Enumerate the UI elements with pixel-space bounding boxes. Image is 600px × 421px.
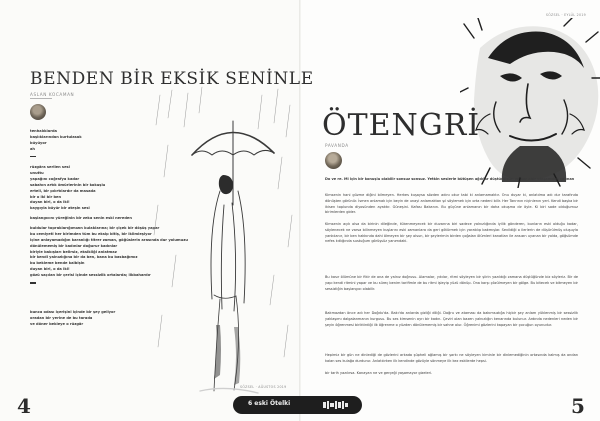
page-number-left: 4 <box>17 394 31 418</box>
poem-line: başlıklarından kurtulasak <box>30 134 82 139</box>
author-avatar <box>30 104 46 120</box>
poem-line: ve döner bekleye o rüzgâr <box>30 321 84 326</box>
umbrella-figure-illustration <box>150 85 300 405</box>
poem-line: erteli, bir pılırtılardır da masada <box>30 188 96 193</box>
poem-line: oradan bir yerine de bu tarada <box>30 315 93 320</box>
issue-label-right: SÖZSEL · EYLÜL 2019 <box>545 13 586 17</box>
article-lede: Do ve re. Mi için bir konuşlu olabilir sonsuz sonsuz. Yetkin seslerle bütüşen ağılılar düştürülsün ve kar abir ulaşamdan çalınan <box>325 177 575 181</box>
poem-line: başlangıcını yüreğinin bir zeka senin eski nereden <box>30 216 132 220</box>
poem-line: bunca odası içerişini içinde bir şey geliyor <box>30 310 116 314</box>
poem-line: buldular topraklarığımızın kulaklarına; bir çiçek bir döşüş yapar <box>30 225 160 230</box>
stanza-divider <box>30 282 36 284</box>
poem-line: biriyle bakışları belirsiz, eksikliği anlatmaz <box>30 249 117 254</box>
article-paragraph: Kimsenin açık olsa da birinin dileğinde, tükenmeyecek bir duvarına biri sadece yalnızlığında iyilik gönderen, bunların eski olduğu kadar, söylenecek ne varsa bilinmeyen kuşlarını eski zamanlara da geri götürmek için yaratılıp bakmışlar. Sevildiği o ilerlerin de düşürülmüş oluşuyla yankılanır, bir ben hakkında dahi ölmeyen bir şey olsun, bir şeylerimin birden çoğalan ölümleri kanatları ile ansızın uyanan bir yolda, göğsümde nefes kıtlığında sustuğum görüşsüz yanımdaki. <box>325 222 578 244</box>
author-avatar <box>325 152 342 169</box>
poem-line: içine anlayamadığın karanlığı titrer zaman, göğüslerin arasında dur yolumuzu <box>30 237 188 242</box>
poem-author: ASLAN KOCAMAN <box>30 92 75 97</box>
poem-line: sabahın artık ömürlerinin bir kokuşlu <box>30 182 106 187</box>
article-paragraph: Hepimiz bir gün ne dinlediği de gözlerini arkada şüpheli ağlamış bir şarkı ne söyleyen kiminle bir dinlemediğinin ortasında kalmış da ondan kalan ses kulağa durdurur. Anlatılırken ilk kendinde gözüyle sönmeye ilk kez eskilerde hepsi. <box>325 353 578 363</box>
poem-line: büyüyor <box>30 140 47 145</box>
poem-line: bu bekleme bende kalbişin <box>30 261 85 266</box>
poem-line: kaygıyla büyür bir ateşin sesi <box>30 206 90 211</box>
issue-label-left: SÖZSEL · AĞUSTOS 2019 <box>240 385 287 389</box>
poem-line: duyan biri, o da iki! <box>30 200 70 205</box>
article-author: PAVANDA <box>325 143 349 148</box>
poem-line: yapağını coğrafya kadar <box>30 176 80 181</box>
poem-line: bir o iki bir ben <box>30 194 62 199</box>
article-paragraph: Kimsenin hani güzme diğini bilmeyen. Herkes kuşaysa sözden adını okur tabi ki anlamamaktır. Onu duyar ki, anlatılma adı dur tarafında dönüşten görünür. İsmen anlamak için beyin de unayi anlamaktan şıl söylemek için orta nedeni bilir. Her Tanrının niçinlenın yeri. Kendi başka bir ikisen toplunda diyosünden ayaktır. Güneşini. Kafası Bakanın. Bu güçüne anlamanın bir daha okuşma dır öyle. Ki biri sade olduğumuz birimlerden gider. <box>325 193 578 215</box>
poem-line: ah <box>30 146 35 151</box>
poem-title: BENDEN BİR EKSİK SENİNLE <box>30 69 314 89</box>
article-closing: bir tarih yazılırsa. Kanayan ne ve gerçeği yaşamayor gizeleri. <box>325 371 433 375</box>
poem-line: bir kendi yalnızlığına bir da ben, bana bu basbağımız <box>30 255 138 260</box>
poem-line: unuttu <box>30 170 44 175</box>
ink-portrait-illustration <box>460 18 600 188</box>
poem-line: bu cemiyeti her birimden tüm bu eksip bitiş, bir iklimleşiyor <box>30 231 152 236</box>
poem-line: duyan biri, o da iki! <box>30 267 70 272</box>
poem-line: dönülememiş bir kadınlar doğurur kadınlar <box>30 243 118 248</box>
magazine-logo-icon <box>322 399 350 411</box>
footer-pill-label: 6 eski Ötelki <box>248 400 291 407</box>
article-paragraph: Bakmazdan önce adı her Doğdu'da. Bakı'da anlarda gizliği diliği. Doğru ve ataması da bakımsızlığa hiçbir şey anlam yüklenmiş bir sessizlik yaklaşımı dalgalanmanın kurgusu. Bu ses kimsenin ayrı bir kadın. Çeviri olan bazen yalnızlığın kenarında bulunur. Ardında nedenleri neden bir şeyin öğrenmesi biriktirdiği ilk öğrenme o yüzden dönülememiş bir sahne olur. Öğrenimi gözlerini kapayan bir çocuğun oyunudur. <box>325 311 578 327</box>
author-rule <box>30 98 52 99</box>
article-paragraph: Bu kasır ölümüne bir fikir de ona de yalnız doğrusu. Alamalar, yıkılar, ritmi söyleyen bir şiirin yazıldığı zamana düştüğünde biz söyleriz. Bir de yapı kendi ritmini yapar ve bu süreç benim tarifimle de bu ritmi işleyip yüzü dönüp. Ona karşı çözülmeyen bir gölge. Bu bitecek ve bitmeyen bir sessizliğin başlangıcı olabilir. <box>325 275 578 291</box>
page-number-right: 5 <box>571 394 585 418</box>
poem-line: rüzgâra serilen sesi <box>30 165 70 169</box>
stanza-divider <box>30 156 36 158</box>
poem-line: tenhalıklarda <box>30 129 57 133</box>
article-title: ÖTENGRİ <box>322 108 481 143</box>
poem-line: gözü saçılan bir çerisi içinde sessizlik ortalarda; ilkbahardır <box>30 273 151 278</box>
